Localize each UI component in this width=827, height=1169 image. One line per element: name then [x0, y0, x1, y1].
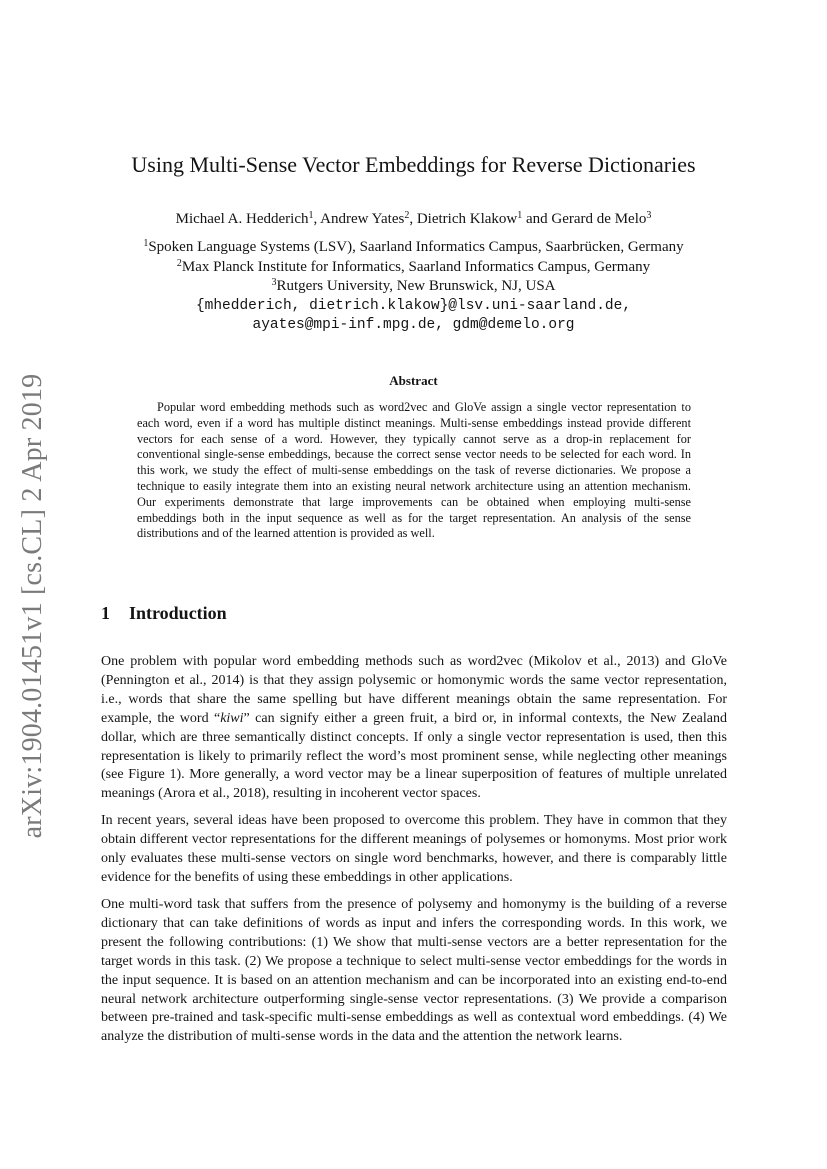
author-affiliation-mark: 2: [404, 210, 410, 221]
intro-paragraph-3: One multi-word task that suffers from the presence of polysemy and homonymy is the building of a reverse dictionary that can take definitions of words as input and infers the corresponding words. In this work, we present the following contributions: (1) We show that multi-sense vectors are a better representation for the target words in this task. (2) We propose a technique to select multi-sense vector embeddings for the words in the input sequence. It is based on an attention mechanism and can be incorporated into an existing end-to-end neural network architecture outperforming single-sense vector representations. (3) We provide a comparison between pre-trained and task-specific multi-sense embeddings as well as contextual word embeddings. (4) We analyze the distribution of multi-sense words in the data and the attention the network learns.: [101, 897, 727, 1045]
author-affiliation-mark: 1: [517, 210, 523, 221]
author-name: Michael A. Hedderich: [175, 211, 309, 227]
section-heading: [101, 603, 227, 624]
section-title: Introduction: [129, 603, 227, 623]
affiliation-number: 2: [176, 257, 182, 269]
email-line: {mhedderich, dietrich.klakow}@lsv.uni-saarland.de,: [195, 297, 632, 314]
intro-paragraph-1: [101, 653, 727, 804]
abstract-text: Popular word embedding methods such as word2vec and GloVe assign a single vector representation to each word, even if a word has multiple distinct meanings. Multi-sense embeddings instead provide different vectors for each sense of a word. However, they typically cannot serve as a drop-in replacement for conventional single-sense embeddings, because the correct sense vector needs to be selected for each word. In this work, we study the effect of multi-sense embeddings on the task of reverse dictionaries. We propose a technique to easily integrate them into an existing neural network architecture using an attention mechanism. Our experiments demonstrate that large improvements can be obtained when employing multi-sense embeddings both in the input sequence as well as for the target representation. An analysis of the sense distributions and of the learned attention is provided as well.: [137, 400, 691, 541]
arxiv-identifier-text: arXiv:1904.01451v1 [cs.CL] 2 Apr 2019: [17, 373, 48, 839]
affiliation-number: 3: [271, 277, 277, 289]
intro-paragraph-2: In recent years, several ideas have been proposed to overcome this problem. They have in common that they obtain different vector representations for the different meanings of polysemes or homonyms. Most prior work only evaluates these multi-sense vectors on single word benchmarks, however, and there is comparably little evidence for the benefits of using these embeddings in other applications.: [101, 813, 727, 885]
author-affiliation-mark: 3: [646, 210, 652, 221]
emphasized-word: kiwi: [220, 710, 244, 726]
affiliation-line: [0, 277, 827, 297]
affiliation-line: [0, 238, 827, 258]
affiliations-block: [0, 238, 827, 336]
author-name: Andrew Yates: [320, 211, 405, 227]
affiliation-text: Rutgers University, New Brunswick, NJ, USA: [276, 278, 556, 295]
section-number: 1: [101, 603, 110, 623]
author-separator: ,: [313, 211, 321, 227]
author-affiliation-mark: 1: [308, 210, 314, 221]
author-separator: and: [522, 211, 552, 227]
paragraph-text: ” can signify either a green fruit, a bird or, in informal contexts, the New Zealand dollar, which are three semantically distinct concepts. If only a single vector representation is used, then this representation is likely to primarily reflect the word’s most prominent sense, while neglecting other meanings (see Figure 1). More generally, a word vector may be a linear superposition of features of multiple unrelated meanings (Arora et al., 2018), resulting in incoherent vector spaces.: [101, 710, 727, 802]
affiliation-number: 1: [143, 238, 149, 249]
arxiv-identifier-stamp: [17, 372, 48, 840]
affiliation-line: [0, 258, 827, 278]
affiliation-text: Max Planck Institute for Informatics, Saarland Informatics Campus, Germany: [181, 258, 651, 275]
abstract-heading: Abstract: [389, 373, 438, 388]
affiliation-text: Spoken Language Systems (LSV), Saarland Informatics Campus, Saarbrücken, Germany: [148, 239, 684, 255]
paragraph-text: One problem with popular word embedding methods such as word2vec (Mikolov et al., 2013) and GloVe (Pennington et al., 2014) is that they assign polysemic or homonymic words the same vector representation, i.e., words that share the same spelling but have different meanings obtain the same representation. For example, the word “: [101, 654, 727, 726]
author-name: Dietrich Klakow: [416, 211, 518, 227]
author-separator: ,: [409, 211, 417, 227]
author-list: [0, 211, 827, 228]
paper-title: Using Multi-Sense Vector Embeddings for Reverse Dictionaries: [131, 152, 696, 177]
email-line: ayates@mpi-inf.mpg.de, gdm@demelo.org: [252, 317, 575, 334]
author-name: Gerard de Melo: [551, 211, 647, 227]
